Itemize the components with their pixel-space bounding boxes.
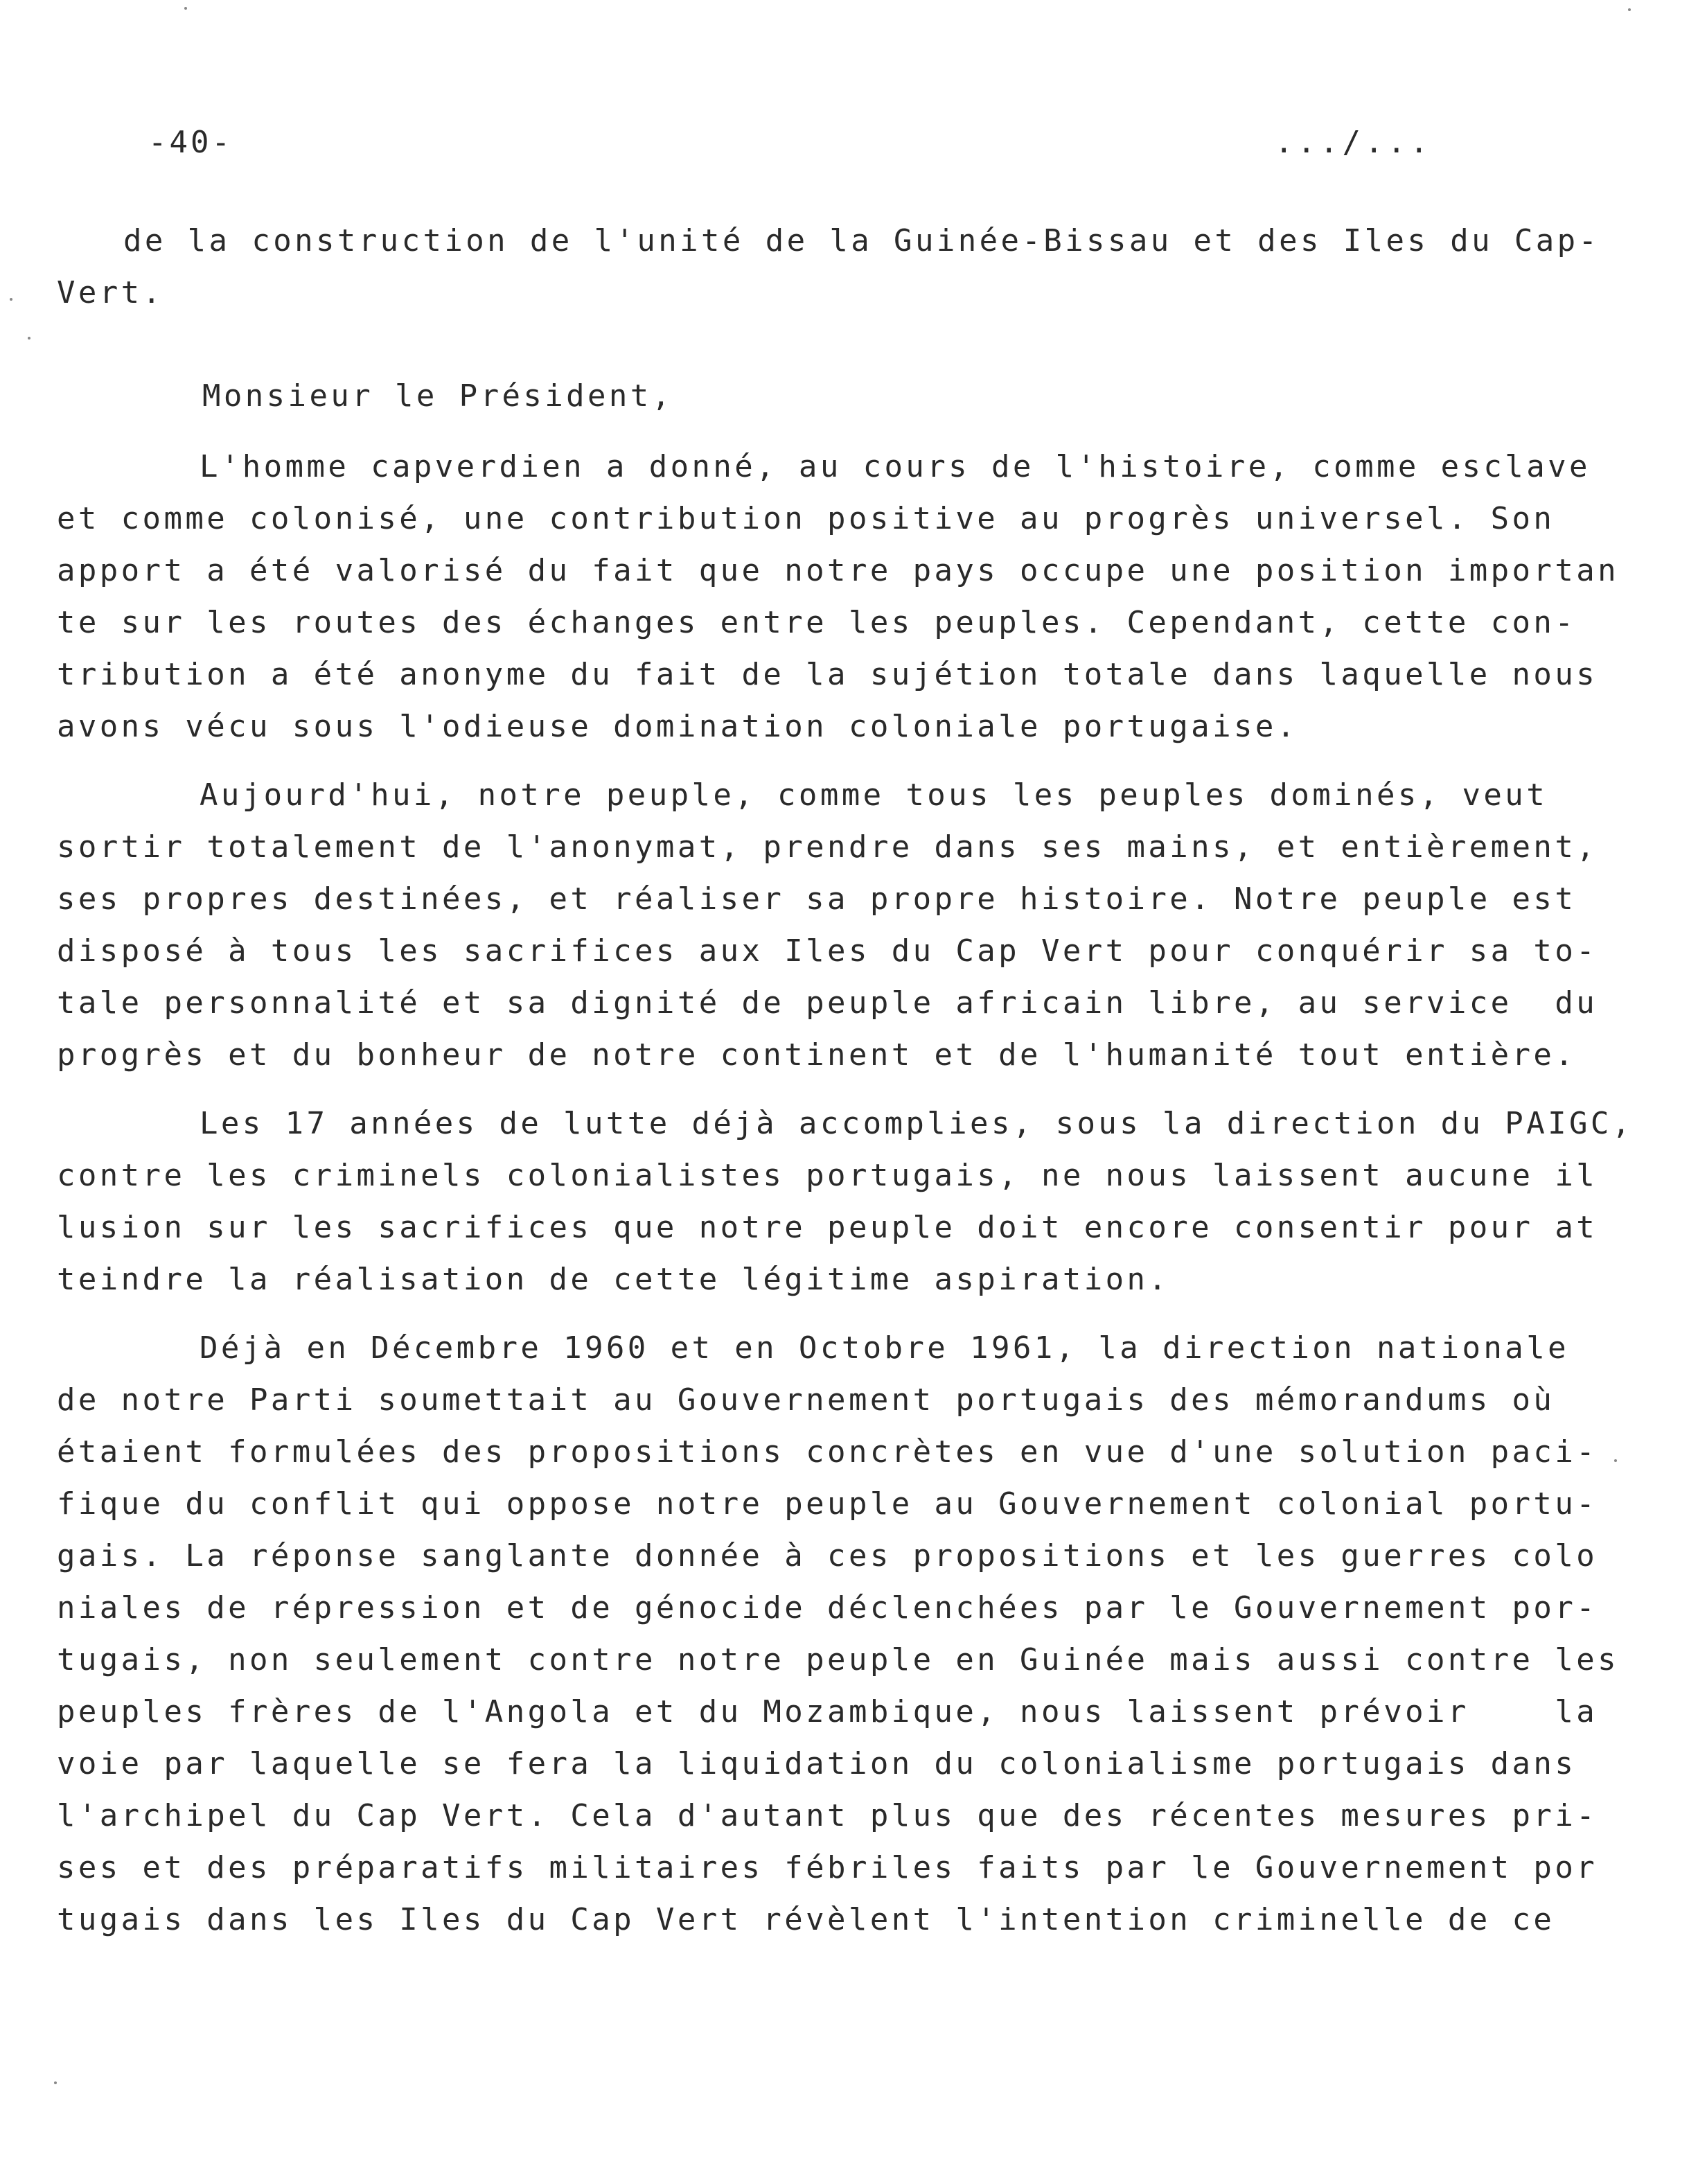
text-line: fique du conflit qui oppose notre peuple au Gouvernement colonial portu- <box>57 1486 1598 1522</box>
text-line: disposé à tous les sacrifices aux Iles du Cap Vert pour conquérir sa to- <box>57 933 1598 969</box>
page-number: -40- <box>148 125 233 160</box>
text-line: tugais dans les Iles du Cap Vert révèlent l'intention criminelle de ce <box>57 1902 1555 1937</box>
text-line: ses propres destinées, et réaliser sa propre histoire. Notre peuple est <box>57 881 1577 917</box>
text-line: de la construction de l'unité de la Guinée-Bissau et des Iles du Cap- <box>123 223 1600 258</box>
paragraph-continued <box>57 215 1600 319</box>
text-line: te sur les routes des échanges entre les peuples. Cependant, cette con- <box>57 605 1577 640</box>
text-line: peuples frères de l'Angola et du Mozambique, nous laissent prévoir la <box>57 1694 1598 1729</box>
scan-speck <box>1628 8 1631 11</box>
continuation-mark: .../... <box>1275 125 1433 160</box>
text-line: lusion sur les sacrifices que notre peuple doit encore consentir pour at <box>57 1210 1598 1245</box>
text-line: progrès et du bonheur de notre continent et de l'humanité tout entière. <box>57 1037 1577 1073</box>
text-line: teindre la réalisation de cette légitime aspiration. <box>57 1262 1170 1297</box>
salutation: Monsieur le Président, <box>202 378 673 414</box>
text-line: tribution a été anonyme du fait de la sujétion totale dans laquelle nous <box>57 657 1598 692</box>
scan-speck <box>1614 1459 1617 1462</box>
text-line: Aujourd'hui, notre peuple, comme tous les peuples dominés, veut <box>200 777 1548 813</box>
paragraph-2 <box>57 769 1598 1081</box>
text-line: contre les criminels colonialistes portugais, ne nous laissent aucune il <box>57 1158 1598 1193</box>
text-line: l'archipel du Cap Vert. Cela d'autant plus que des récentes mesures pri- <box>57 1798 1598 1833</box>
text-line: voie par laquelle se fera la liquidation du colonialisme portugais dans <box>57 1746 1577 1781</box>
text-line: et comme colonisé, une contribution positive au progrès universel. Son <box>57 501 1555 536</box>
scan-speck <box>184 7 187 10</box>
paragraph-1 <box>57 441 1619 752</box>
text-line: tale personnalité et sa dignité de peuple africain libre, au service du <box>57 985 1598 1021</box>
text-line: avons vécu sous l'odieuse domination coloniale portugaise. <box>57 709 1298 744</box>
scan-speck <box>10 298 12 301</box>
scan-speck <box>28 337 30 340</box>
text-line: étaient formulées des propositions concrètes en vue d'une solution paci- <box>57 1434 1598 1470</box>
text-line: Vert. <box>57 275 164 310</box>
text-line: tugais, non seulement contre notre peuple en Guinée mais aussi contre les <box>57 1642 1619 1677</box>
text-line: gais. La réponse sanglante donnée à ces propositions et les guerres colo <box>57 1538 1598 1574</box>
salutation-block <box>57 370 1567 422</box>
text-line: ses et des préparatifs militaires fébriles faits par le Gouvernement por <box>57 1850 1598 1885</box>
paragraph-4 <box>57 1322 1619 1946</box>
scan-speck <box>54 2081 57 2084</box>
text-line: Déjà en Décembre 1960 et en Octobre 1961, la direction nationale <box>200 1330 1569 1366</box>
text-line: niales de répression et de génocide déclenchées par le Gouvernement por- <box>57 1590 1598 1626</box>
text-line: Les 17 années de lutte déjà accomplies, sous la direction du PAIGC, <box>200 1106 1634 1141</box>
text-line: apport a été valorisé du fait que notre pays occupe une position importan <box>57 553 1619 588</box>
paragraph-3 <box>57 1098 1634 1305</box>
text-line: L'homme capverdien a donné, au cours de l'histoire, comme esclave <box>200 449 1591 484</box>
text-line: sortir totalement de l'anonymat, prendre dans ses mains, et entièrement, <box>57 829 1598 865</box>
text-line: de notre Parti soumettait au Gouvernement portugais des mémorandums où <box>57 1382 1555 1418</box>
